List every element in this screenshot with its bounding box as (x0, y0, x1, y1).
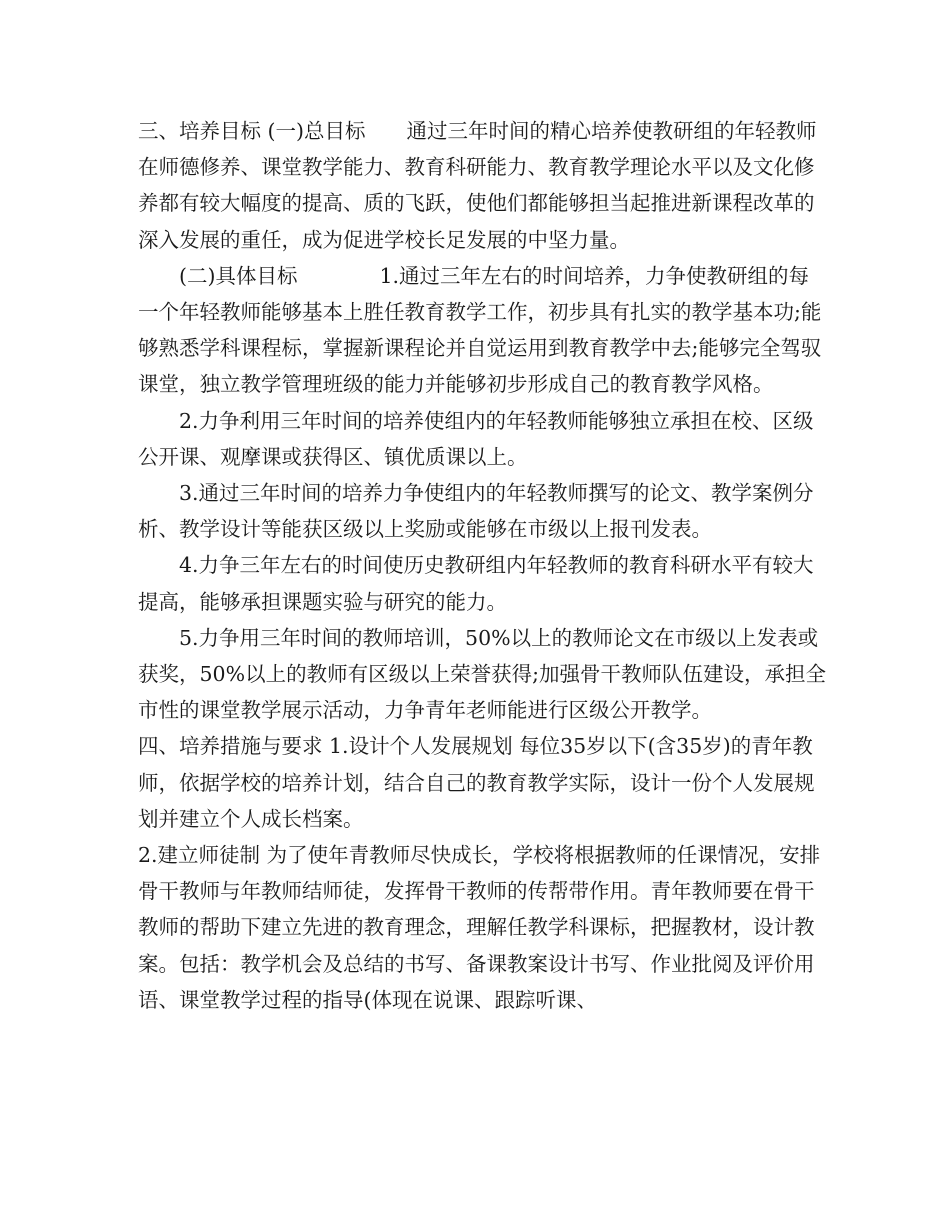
paragraph-specific-goal-1: (二)具体目标 1.通过三年左右的时间培养，力争使教研组的每一个年轻教师能够基本上胜任教育教学工作，初步具有扎实的教学基本功;能够熟悉学科课程标，掌握新课程论并自觉运用到教育教学中去;能够完全驾驭课堂，独立教学管理班级的能力并能够初步形成自己的教育教学风格。 (138, 263, 822, 397)
paragraph-measures-1: 四、培养措施与要求 1.设计个人发展规划 每位35岁以下(含35岁)的青年教师，依据学校的培养计划，结合自己的教育教学实际，设计一份个人发展规划并建立个人成长档案。 (138, 734, 815, 831)
paragraph-specific-goal-4: 4.力争三年左右的时间使历史教研组内年轻教师的教育科研水平有较大提高，能够承担课题实验与研究的能力。 (138, 553, 814, 614)
paragraph-measures-2: 2.建立师徒制 为了使年青教师尽快成长，学校将根据教师的任课情况，安排骨干教师与年教师结师徒，发挥骨干教师的传帮带作用。青年教师要在骨干教师的帮助下建立先进的教育理念，理解任教学科课标，把握教材，设计教案。包括：教学机会及总结的书写、备课教案设计书写、作业批阅及评价用语、课堂教学过程的指导(体现在说课、跟踪听课、 (138, 843, 821, 1012)
paragraph-specific-goal-2: 2.力争利用三年时间的培养使组内的年轻教师能够独立承担在校、区级公开课、观摩课或获得区、镇优质课以上。 (138, 408, 814, 469)
paragraph-training-goal-overall: 三、培养目标 (一)总目标 通过三年时间的精心培养使教研组的年轻教师在师德修养、课堂教学能力、教育科研能力、教育教学理论水平以及文化修养都有较大幅度的提高、质的飞跃，使他们都能够担当起推进新课程改革的深入发展的重任，成为促进学校长足发展的中坚力量。 (138, 119, 817, 252)
paragraph-specific-goal-5: 5.力争用三年时间的教师培训，50%以上的教师论文在市级以上发表或获奖，50%以上的教师有区级以上荣誉获得;加强骨干教师队伍建设，承担全市性的课堂教学展示活动，力争青年老师能进行区级公开教学。 (138, 625, 826, 723)
paragraph-specific-goal-3: 3.通过三年时间的培养力争使组内的年轻教师撰写的论文、教学案例分析、教学设计等能获区级以上奖励或能够在市级以上报刊发表。 (138, 481, 814, 542)
document-body (138, 113, 828, 1018)
